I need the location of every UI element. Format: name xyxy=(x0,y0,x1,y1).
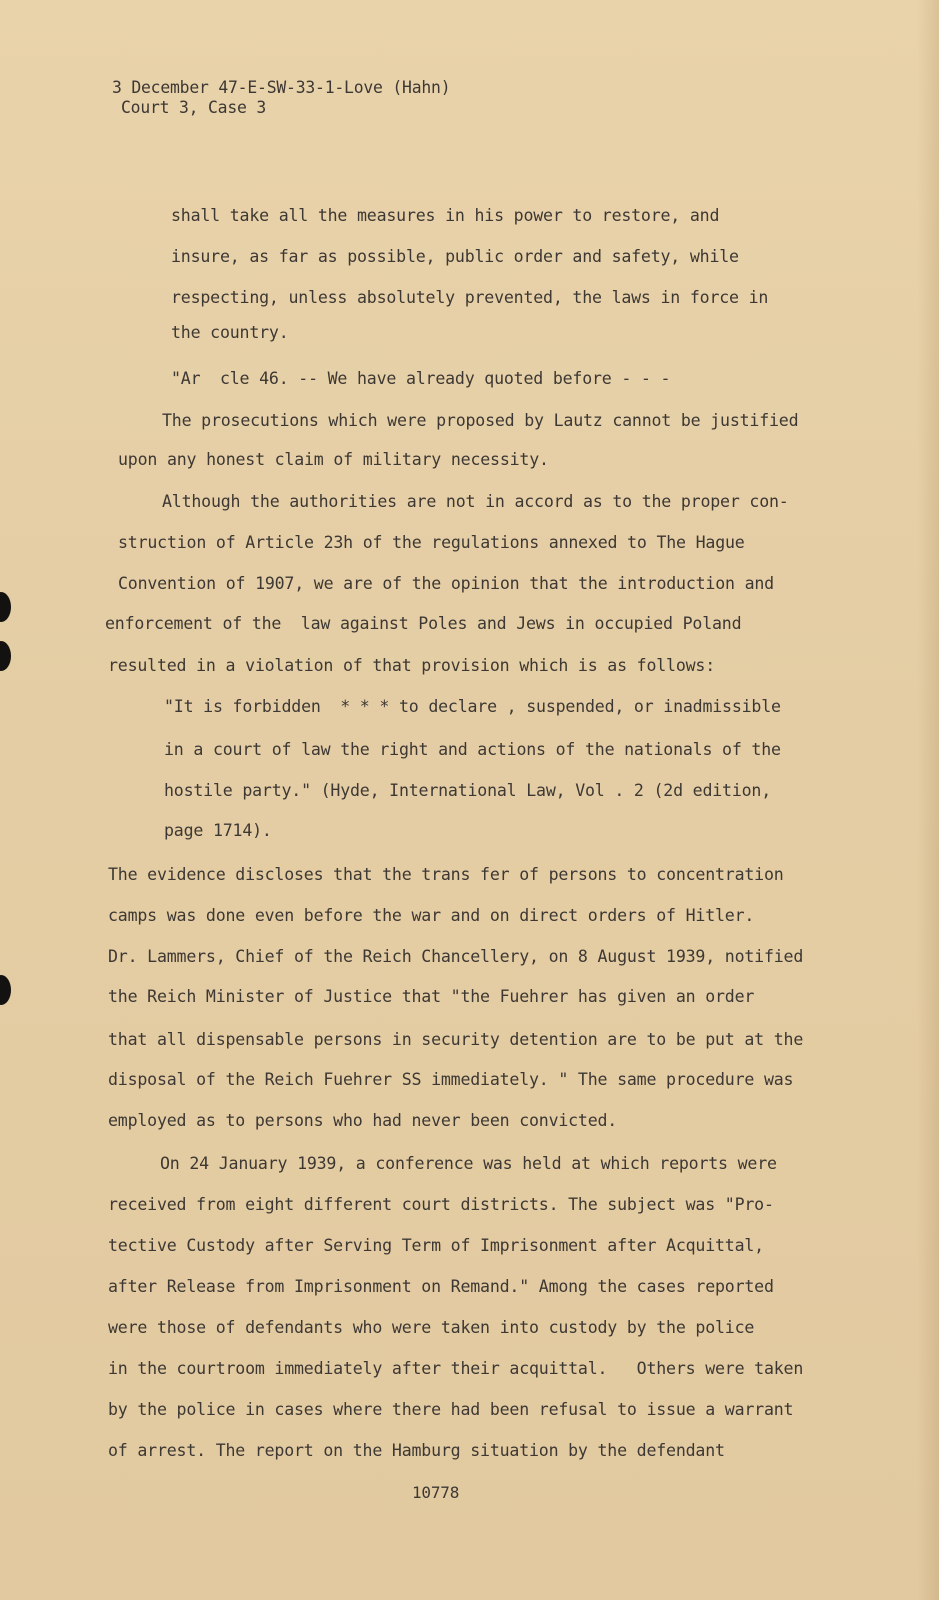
paper-edge-shade xyxy=(917,0,939,1600)
quote-line: in a court of law the right and actions of the nationals of the xyxy=(164,740,781,759)
text-line: that all dispensable persons in security detention are to be put at the xyxy=(108,1030,804,1049)
text-line: struction of Article 23h of the regulations annexed to The Hague xyxy=(118,533,745,552)
text-line: shall take all the measures in his power to restore, and xyxy=(171,206,720,225)
quote-line: hostile party." (Hyde, International Law, Vol . 2 (2d edition, xyxy=(164,781,771,800)
text-line: respecting, unless absolutely prevented, the laws in force in xyxy=(171,288,769,307)
text-line: enforcement of the law against Poles and Jews in occupied Poland xyxy=(105,614,742,633)
text-line: employed as to persons who had never been convicted. xyxy=(108,1111,618,1130)
punch-hole xyxy=(0,975,11,1005)
text-line: "Ar cle 46. -- We have already quoted before - - - xyxy=(171,369,671,388)
text-line: camps was done even before the war and on direct orders of Hitler. xyxy=(108,906,755,925)
punch-hole xyxy=(0,592,11,622)
text-line: resulted in a violation of that provision which is as follows: xyxy=(108,656,715,675)
text-line: tective Custody after Serving Term of Imprisonment after Acquittal, xyxy=(108,1236,764,1255)
page-number: 10778 xyxy=(412,1483,460,1502)
punch-hole xyxy=(0,641,11,671)
text-line: The evidence discloses that the trans fer of persons to concentration xyxy=(108,865,784,884)
text-line: were those of defendants who were taken into custody by the police xyxy=(108,1318,755,1337)
text-line: Although the authorities are not in accord as to the proper con- xyxy=(162,492,789,511)
text-line: insure, as far as possible, public order and safety, while xyxy=(171,247,739,266)
text-line: the Reich Minister of Justice that "the Fuehrer has given an order xyxy=(108,987,755,1006)
header-line: Court 3, Case 3 xyxy=(121,98,267,117)
header-line: 3 December 47-E-SW-33-1-Love (Hahn) xyxy=(112,78,451,97)
text-line: the country. xyxy=(171,323,289,342)
text-line: On 24 January 1939, a conference was held at which reports were xyxy=(160,1154,777,1173)
text-line: after Release from Imprisonment on Remand." Among the cases reported xyxy=(108,1277,774,1296)
text-line: disposal of the Reich Fuehrer SS immediately. " The same procedure was xyxy=(108,1070,794,1089)
text-line: received from eight different court districts. The subject was "Pro- xyxy=(108,1195,774,1214)
text-line: in the courtroom immediately after their acquittal. Others were taken xyxy=(108,1359,804,1378)
quote-line: page 1714). xyxy=(164,821,272,840)
text-line: upon any honest claim of military necessity. xyxy=(118,450,549,469)
text-line: by the police in cases where there had been refusal to issue a warrant xyxy=(108,1400,794,1419)
text-line: Convention of 1907, we are of the opinion that the introduction and xyxy=(118,574,774,593)
quote-line: "It is forbidden * * * to declare , suspended, or inadmissible xyxy=(164,697,781,716)
text-line: The prosecutions which were proposed by Lautz cannot be justified xyxy=(162,411,799,430)
text-line: of arrest. The report on the Hamburg situation by the defendant xyxy=(108,1441,725,1460)
text-line: Dr. Lammers, Chief of the Reich Chancellery, on 8 August 1939, notified xyxy=(108,947,804,966)
